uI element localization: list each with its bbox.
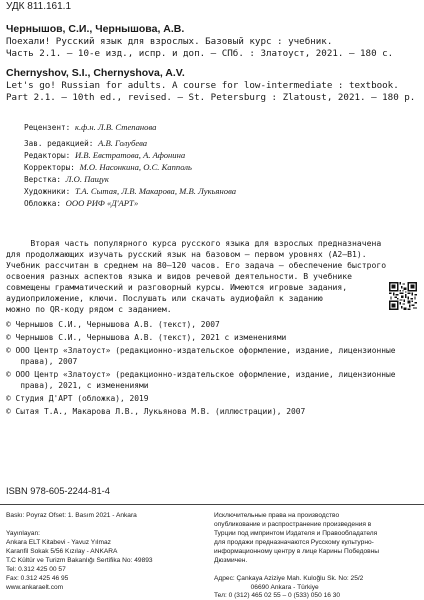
credit-line bbox=[24, 175, 109, 185]
publisher-info-line: Karanfil Sokak 5/56 Kızılay - ANKARA bbox=[6, 548, 118, 555]
publisher-info-line: Tel: 0.312 425 00 57 bbox=[6, 566, 66, 573]
credit-value: М.О. Насонкина, О.С. Капполь bbox=[79, 162, 192, 172]
annotation-line: аудиоприложение, ключи. Послушать или скачать аудиофайл к заданию bbox=[6, 293, 323, 303]
reviewer-label: Рецензент: bbox=[24, 123, 71, 132]
credit-value: А.В. Голубева bbox=[98, 138, 148, 148]
reviewer-line bbox=[24, 123, 156, 133]
catalog-entry-ru-line-1: Поехали! Русский язык для взрослых. Базовый курс : учебник. bbox=[6, 36, 333, 47]
credit-value: ООО РИФ «Д'АРТ» bbox=[65, 198, 139, 208]
address-line: 06690 Ankara - Türkiye bbox=[214, 584, 319, 591]
credit-value: И.В. Евстратова, А. Афонина bbox=[74, 150, 186, 160]
publisher-info-line: Ankara ELT Kitabevi - Yavuz Yılmaz bbox=[6, 539, 111, 546]
publisher-info-line: T.C Kültür ve Turizm Bakanlığı Sertifika No: 49893 bbox=[6, 557, 153, 564]
credit-value: Т.А. Сытая, Л.В. Макарова, М.В. Лукьянова bbox=[74, 186, 237, 196]
udc-code: УДК 811.161.1 bbox=[6, 1, 72, 12]
copyright-line: права), 2007 bbox=[6, 357, 78, 366]
address-line: Адрес: Çankaya Aziziye Mah. Kuloğlu Sk. No: 25/2 bbox=[214, 575, 364, 582]
publisher-info-line: Baskı: Poyraz Ofset: 1. Basım 2021 - Ankara bbox=[6, 512, 137, 519]
credit-label: Зав. редакцией: bbox=[24, 139, 94, 148]
divider bbox=[0, 504, 424, 505]
publisher-info-line: Fax: 0.312 425 46 95 bbox=[6, 575, 69, 582]
annotation-line: Учебник рассчитан в среднем на 80–120 часов. Его задача — обеспечение быстрого bbox=[6, 260, 387, 270]
rights-notice-line: информационному центру в лице Карины Победовны bbox=[214, 548, 380, 555]
isbn: ISBN 978-605-2244-81-4 bbox=[6, 486, 110, 496]
credit-label: Верстка: bbox=[24, 175, 62, 184]
copyright-line: © Чернышов С.И., Чернышова А.В. (текст), 2007 bbox=[6, 320, 220, 329]
credit-value: Л.О. Пащук bbox=[65, 174, 109, 184]
credit-label: Обложка: bbox=[24, 199, 62, 208]
copyright-line: © ООО Центр «Златоуст» (редакционно-издательское оформление, издание, лицензионные bbox=[6, 346, 396, 355]
copyright-line: © Сытая Т.А., Макарова Л.В., Лукьянова М.В. (иллюстрации), 2007 bbox=[6, 407, 306, 416]
reviewer-value: к.ф.н. Л.В. Степанова bbox=[74, 122, 157, 132]
catalog-entry-en-line-2: Part 2.1. — 10th ed., revised. — St. Petersburg : Zlatoust, 2021. — 180 p. bbox=[6, 92, 416, 103]
catalog-entry-ru-authors: Чернышов, С.И., Чернышова, А.В. bbox=[6, 23, 185, 35]
copyright-line: © ООО Центр «Златоуст» (редакционно-издательское оформление, издание, лицензионные bbox=[6, 370, 396, 379]
annotation-line: Вторая часть популярного курса русского языка для взрослых предназначена bbox=[6, 238, 382, 248]
rights-notice-line: Дюзмичен. bbox=[214, 557, 248, 564]
credit-line bbox=[24, 163, 192, 173]
phone-line: Тел: 0 (312) 465 02 55 – 0 (533) 050 16 30 bbox=[214, 592, 341, 599]
copyright-line: © Чернышов С.И., Чернышова А.В. (текст), 2021 с изменениями bbox=[6, 333, 287, 342]
annotation-line: совмещены грамматический и разговорный курсы. Имеются игровые задания, bbox=[6, 282, 348, 292]
credit-line bbox=[24, 199, 138, 209]
credit-line bbox=[24, 151, 185, 161]
rights-notice-line: Турции под импринтом Издателя и Правообладателя bbox=[214, 530, 378, 537]
annotation-line: освоения разных аспектов языка и видов речевой деятельности. В учебнике bbox=[6, 271, 352, 281]
catalog-entry-ru-line-2: Часть 2.1. — 10-е изд., испр. и доп. — СПб. : Златоуст, 2021. — 180 с. bbox=[6, 48, 394, 59]
catalog-entry-en-authors: Chernyshov, S.I., Chernyshova, A.V. bbox=[6, 67, 185, 79]
annotation-line: можно по QR-коду рядом с заданием. bbox=[6, 304, 172, 314]
credit-line bbox=[24, 187, 236, 197]
credit-label: Корректоры: bbox=[24, 163, 75, 172]
copyright-line: права), 2021, с изменениями bbox=[6, 381, 149, 390]
publisher-website-link[interactable]: www.ankaraelt.com bbox=[6, 584, 64, 591]
copyright-line: © Студия Д'АРТ (обложка), 2019 bbox=[6, 394, 149, 403]
credit-line bbox=[24, 139, 147, 149]
rights-notice-line: опубликование и распространение произведения в bbox=[214, 521, 372, 528]
rights-notice-line: для продажи предназначаются Русскому культурно- bbox=[214, 539, 374, 546]
credit-label: Художники: bbox=[24, 187, 71, 196]
catalog-entry-en-line-1: Let's go! Russian for adults. A course for low-intermediate : textbook. bbox=[6, 80, 399, 91]
credit-label: Редакторы: bbox=[24, 151, 71, 160]
publisher-info-line: Yayınlayan: bbox=[6, 530, 40, 537]
qr-code-icon[interactable] bbox=[389, 282, 417, 310]
rights-notice-line: Исключительные права на производство bbox=[214, 512, 340, 519]
annotation-line: для продолжающих изучать русский язык на базовом — первом уровнях (А2–В1). bbox=[6, 249, 367, 259]
